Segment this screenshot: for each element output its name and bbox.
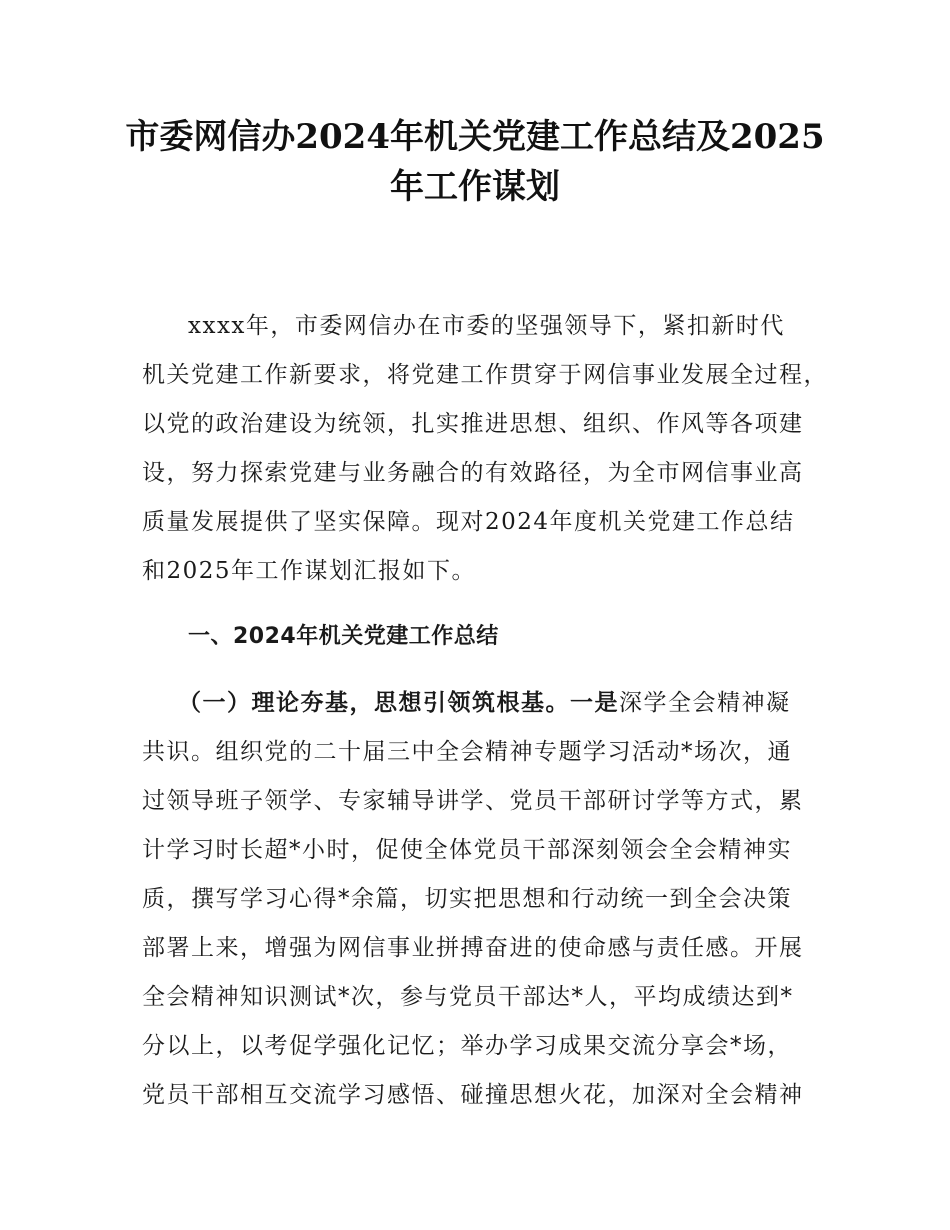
point-marker: 一是 [570,690,619,716]
paragraph-line: 部署上来，增强为网信事业拼搏奋进的使命感与责任感。开展 [142,935,804,961]
title-line-1: 市委网信办2024年机关党建工作总结及2025 [125,117,825,157]
section-heading: 一、2024年机关党建工作总结 [188,624,499,649]
paragraph-line: 质量发展提供了坚实保障。现对2024年度机关党建工作总结 [142,509,795,535]
title-line-2: 年工作谋划 [390,167,560,207]
paragraph-line: 质，撰写学习心得*余篇，切实把思想和行动统一到全会决策 [142,886,792,912]
paragraph-line: 全会精神知识测试*次，参与党员干部达*人，平均成绩达到* [142,984,794,1010]
paragraph-line: 以党的政治建设为统领，扎实推进思想、组织、作风等各项建 [142,411,804,437]
paragraph-line: 分以上，以考促学强化记忆；举办学习成果交流分享会*场， [142,1033,792,1059]
paragraph-line: 机关党建工作新要求，将党建工作贯穿于网信事业发展全过程， [142,362,828,388]
paragraph-line: 过领导班子领学、专家辅导讲学、党员干部研讨学等方式，累 [142,788,804,814]
subsection-heading: （一）理论夯基，思想引领筑根基。 [178,690,570,716]
paragraph-line: 和2025年工作谋划汇报如下。 [142,558,477,584]
paragraph-first-line [178,688,791,718]
paragraph-line: 共识。组织党的二十届三中全会精神专题学习活动*场次，通 [142,739,792,765]
document-title [100,112,850,212]
paragraph-line: 设，努力探索党建与业务融合的有效路径，为全市网信事业高 [142,460,804,486]
paragraph-line: xxxx年，市委网信办在市委的坚强领导下，紧扣新时代 [188,313,785,339]
paragraph-line: 计学习时长超*小时，促使全体党员干部深刻领会全会精神实 [142,837,792,863]
paragraph-line: 党员干部相互交流学习感悟、碰撞思想火花，加深对全会精神 [142,1082,804,1108]
paragraph-text: 深学全会精神凝 [619,690,791,716]
